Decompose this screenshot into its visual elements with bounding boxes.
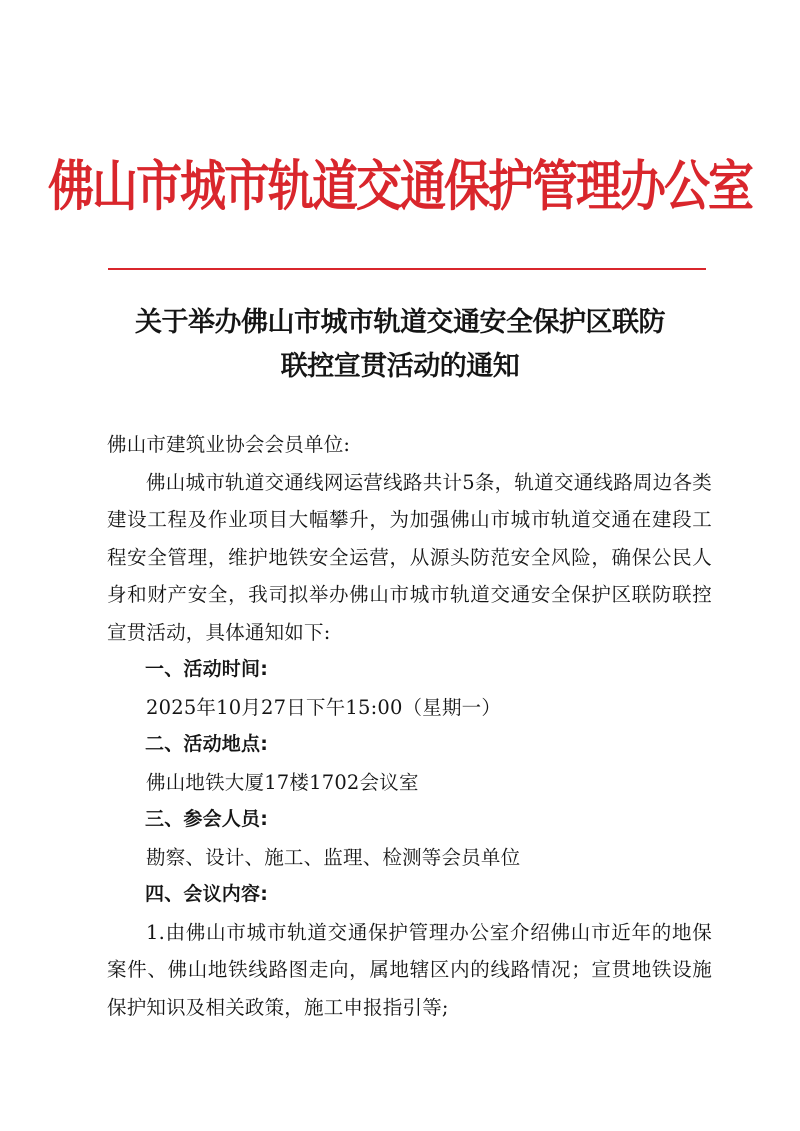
document-body	[107, 426, 712, 1026]
section-content-time: 2025年10月27日下午15:00（星期一）	[146, 695, 502, 719]
section-content-attendees: 勘察、设计、施工、监理、检测等会员单位	[146, 845, 521, 869]
document-title	[70, 301, 730, 389]
section-heading-attendees: 三、参会人员:	[145, 808, 268, 830]
section-heading-time: 一、活动时间:	[145, 658, 268, 680]
section-heading-location: 二、活动地点:	[145, 733, 268, 755]
section-content-location: 佛山地铁大厦17楼1702会议室	[146, 770, 419, 794]
section-heading-content: 四、会议内容:	[145, 883, 268, 905]
intro-paragraph: 佛山城市轨道交通线网运营线路共计5条，轨道交通线路周边各类建设工程及作业项目大幅攀升，为加强佛山市城市轨道交通在建段工程安全管理，维护地铁安全运营，从源头防范安全风险，确保公民人身和财产安全，我司拟举办佛山市城市轨道交通安全保护区联防联控宣贯活动，具体通知如下:	[107, 470, 712, 644]
addressee: 佛山市建筑业协会会员单位:	[107, 433, 351, 456]
title-line-2: 联控宣贯活动的通知	[280, 351, 520, 382]
header-divider	[108, 268, 706, 270]
org-header: 佛山市城市轨道交通保护管理办公室	[48, 154, 752, 219]
title-line-1: 关于举办佛山市城市轨道交通安全保护区联防	[135, 307, 665, 338]
section-content-meeting: 1.由佛山市城市轨道交通保护管理办公室介绍佛山市近年的地保案件、佛山地铁线路图走向，属地辖区内的线路情况；宣贯地铁设施保护知识及相关政策，施工申报指引等;	[107, 920, 712, 1019]
